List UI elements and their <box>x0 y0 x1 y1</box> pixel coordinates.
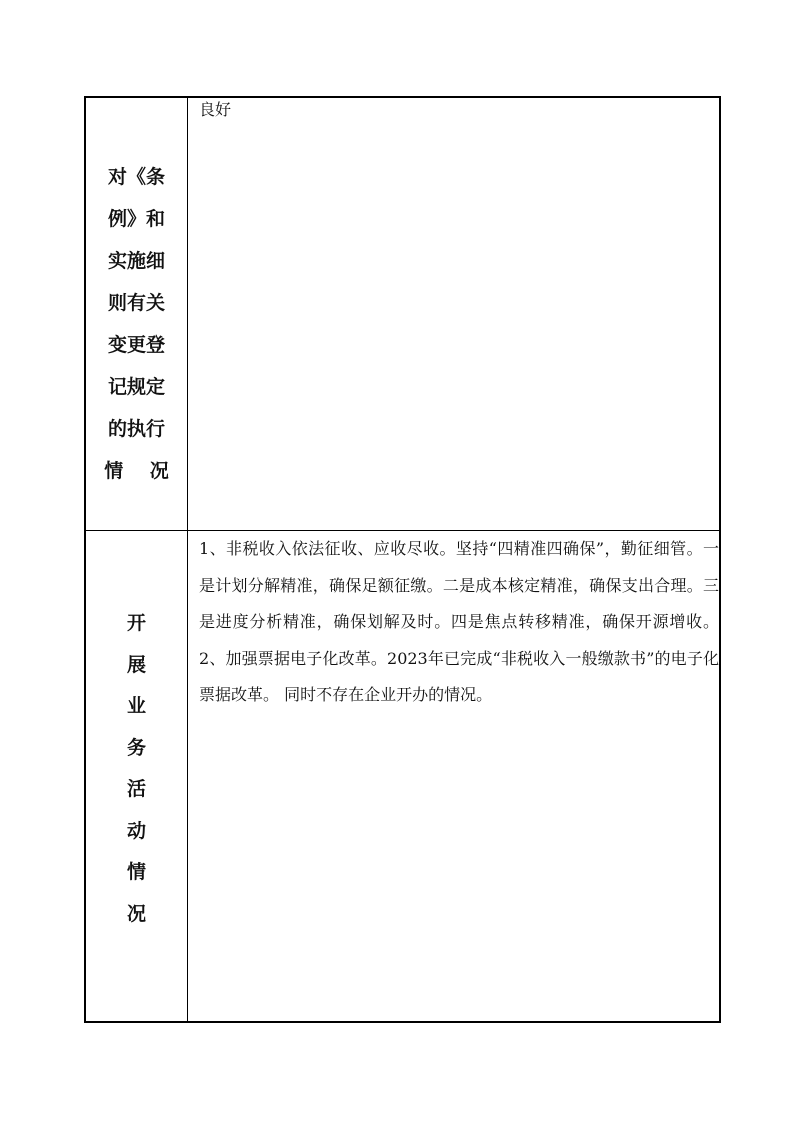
label-char: 展 <box>126 653 146 676</box>
label-char: 动 <box>126 819 146 842</box>
label-char: 况 <box>126 902 146 925</box>
label-char: 业 <box>126 695 146 717</box>
label-line: 的执行 <box>107 418 165 440</box>
label-line: 实施细 <box>107 250 165 272</box>
registration-compliance-text: 良好 <box>199 100 232 119</box>
table-row-registration-compliance <box>86 98 719 531</box>
label-line: 情 况 <box>104 460 169 482</box>
row-label-cell <box>86 98 188 530</box>
label-line: 变更登 <box>107 334 165 356</box>
label-char: 开 <box>126 612 146 634</box>
row-content-cell <box>189 531 719 1021</box>
row-label-registration-compliance <box>86 156 187 492</box>
label-line: 对《条 <box>107 166 165 188</box>
label-char: 活 <box>126 778 146 800</box>
label-line: 记规定 <box>107 376 165 398</box>
table-row-business-activities <box>86 531 719 1021</box>
row-content-cell <box>189 98 719 530</box>
row-label-cell <box>86 531 188 1021</box>
label-char: 情 <box>126 861 146 883</box>
label-line: 则有关 <box>107 292 165 314</box>
business-activities-text: 1、非税收入依法征收、应收尽收。坚持“四精准四确保”，勤征细管。一是计划分解精准，确保足额征缴。二是成本核定精准，确保支出合理。三是进度分析精准，确保划解及时。四是焦点转移精准，确保开源增收。 2、加强票据电子化改革。2023年已完成“非税收入一般缴款书”的电子化票据改革。 同时不存在企业开办的情况。 <box>199 539 719 704</box>
label-line: 例》和 <box>107 208 165 230</box>
label-char: 务 <box>126 736 146 759</box>
row-label-business-activities <box>86 603 187 935</box>
report-form-table <box>84 96 721 1023</box>
